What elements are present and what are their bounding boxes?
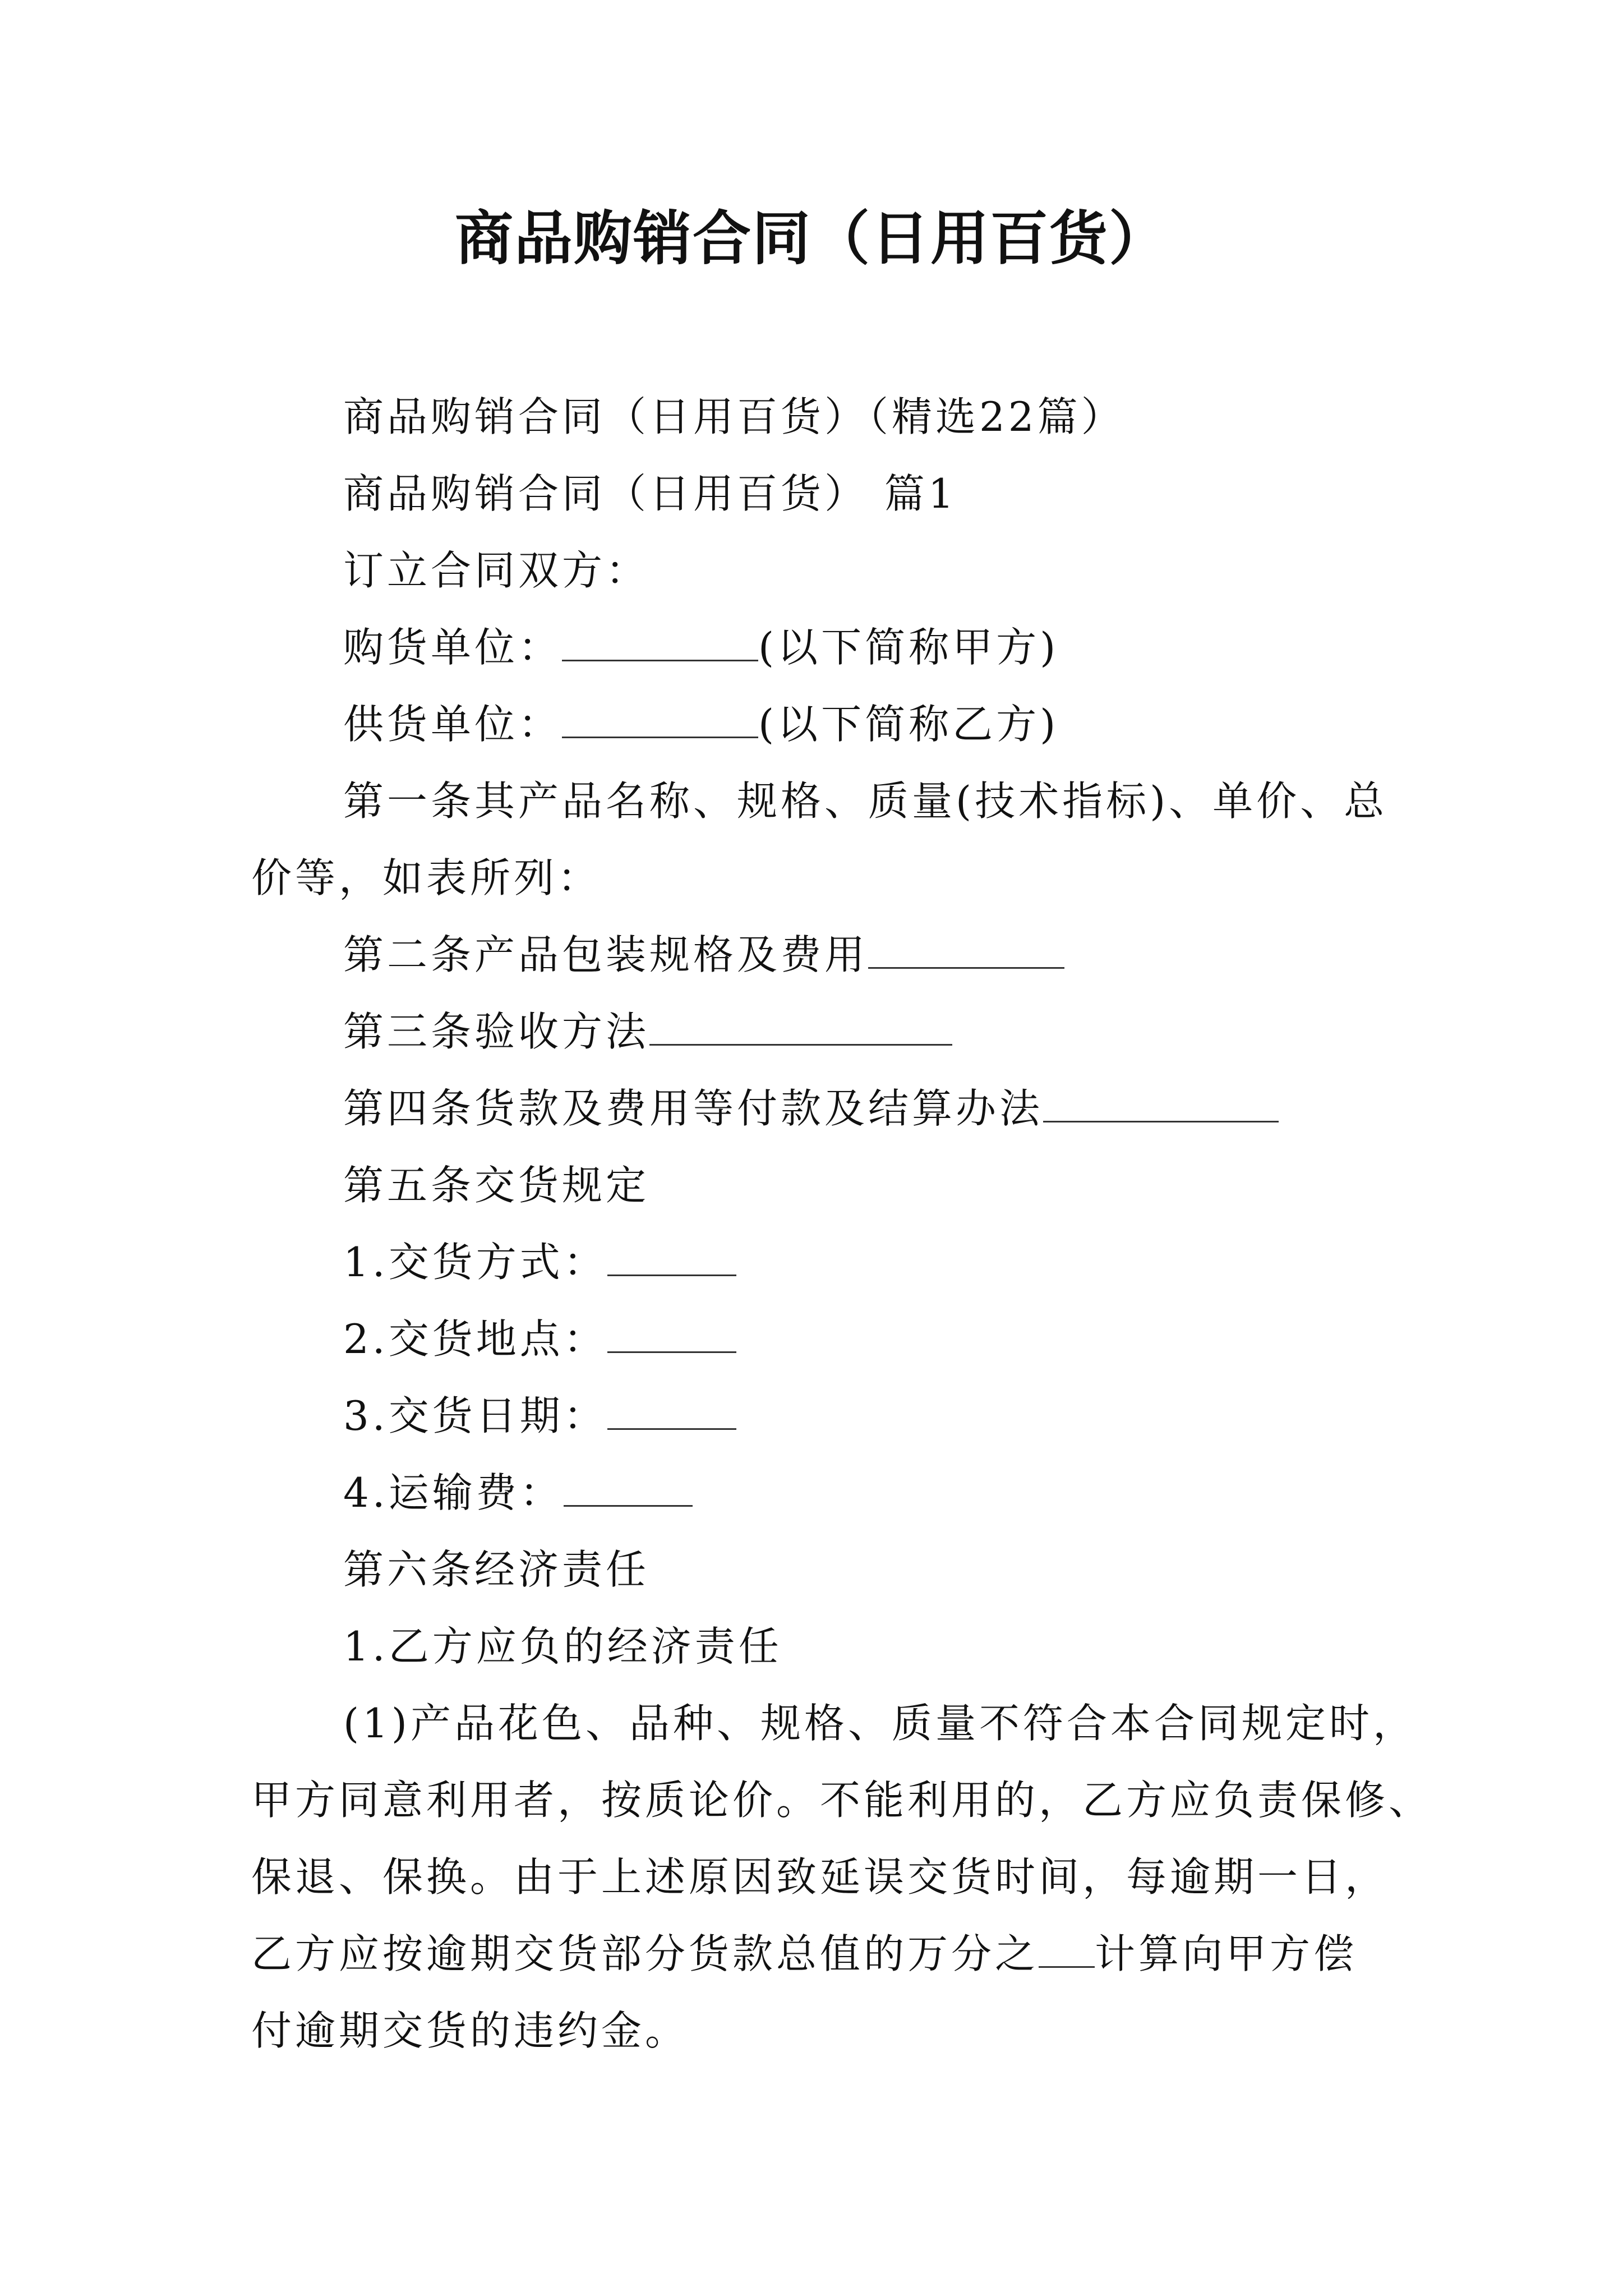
delivery-method-line — [251, 1224, 1384, 1301]
buyer-line — [251, 609, 1384, 686]
subtitle-line: 商品购销合同（日用百货）（精选22篇） — [343, 393, 1125, 440]
document-title: 商品购销合同（日用百货） — [454, 204, 1168, 273]
delivery-place-label: 2.交货地点： — [343, 1315, 607, 1363]
clause-1-line-2: 价等，如表所列： — [251, 854, 602, 901]
clause-3-line — [251, 993, 1384, 1070]
penalty-rate-blank — [1039, 1929, 1095, 1968]
clause-6-heading: 第六条经济责任 — [343, 1546, 650, 1593]
supplier-label: 供货单位： — [343, 701, 562, 748]
delivery-method-label: 1.交货方式： — [343, 1239, 607, 1286]
clause-6-sub-heading: 1.乙方应负的经济责任 — [343, 1623, 782, 1670]
clause-5-heading: 第五条交货规定 — [343, 1162, 650, 1209]
buyer-label: 购货单位： — [343, 624, 562, 671]
buyer-note: (以下简称甲方) — [758, 624, 1059, 671]
clause-6-para-line-1: (1)产品花色、品种、规格、质量不符合本合同规定时， — [343, 1700, 1417, 1747]
shipping-fee-blank — [564, 1468, 693, 1507]
paragraph: 订立合同双方： — [343, 547, 650, 594]
section-heading: 商品购销合同（日用百货） 篇1 — [343, 470, 957, 517]
clause-2-line — [251, 917, 1384, 993]
delivery-date-blank — [607, 1391, 736, 1430]
delivery-place-blank — [607, 1314, 736, 1353]
clause-1-line-1: 第一条其产品名称、规格、质量(技术指标)、单价、总 — [343, 777, 1388, 825]
penalty-text-pre: 乙方应按逾期交货部分货款总值的万分之 — [251, 1930, 1039, 1977]
document-body — [251, 379, 1433, 2069]
clause-4-blank — [1043, 1084, 1279, 1122]
clause-3-blank — [649, 1007, 952, 1046]
shipping-fee-label: 4.运输费： — [343, 1469, 564, 1516]
delivery-date-line — [251, 1378, 1384, 1455]
delivery-place-line — [251, 1301, 1384, 1378]
delivery-method-blank — [607, 1237, 736, 1276]
clause-3-text: 第三条验收方法 — [343, 1008, 650, 1055]
supplier-note: (以下简称乙方) — [758, 701, 1059, 748]
clause-4-line — [251, 1070, 1384, 1147]
clause-4-text: 第四条货款及费用等付款及结算办法 — [343, 1085, 1044, 1132]
supplier-line — [251, 686, 1384, 763]
clause-6-para-line-3: 保退、保换。由于上述原因致延误交货时间，每逾期一日， — [251, 1853, 1389, 1901]
delivery-date-label: 3.交货日期： — [343, 1392, 607, 1439]
penalty-text-post: 计算向甲方偿 — [1095, 1930, 1358, 1977]
buyer-blank — [562, 623, 758, 661]
supplier-blank — [562, 700, 758, 738]
clause-6-para-line-2: 甲方同意利用者，按质论价。不能利用的，乙方应负责保修、 — [251, 1777, 1433, 1824]
clause-6-para-line-4 — [251, 1916, 1384, 1993]
shipping-fee-line — [251, 1455, 1384, 1531]
clause-2-blank — [868, 930, 1064, 969]
clause-6-para-line-5: 付逾期交货的违约金。 — [251, 2007, 689, 2054]
clause-2-text: 第二条产品包装规格及费用 — [343, 931, 869, 978]
